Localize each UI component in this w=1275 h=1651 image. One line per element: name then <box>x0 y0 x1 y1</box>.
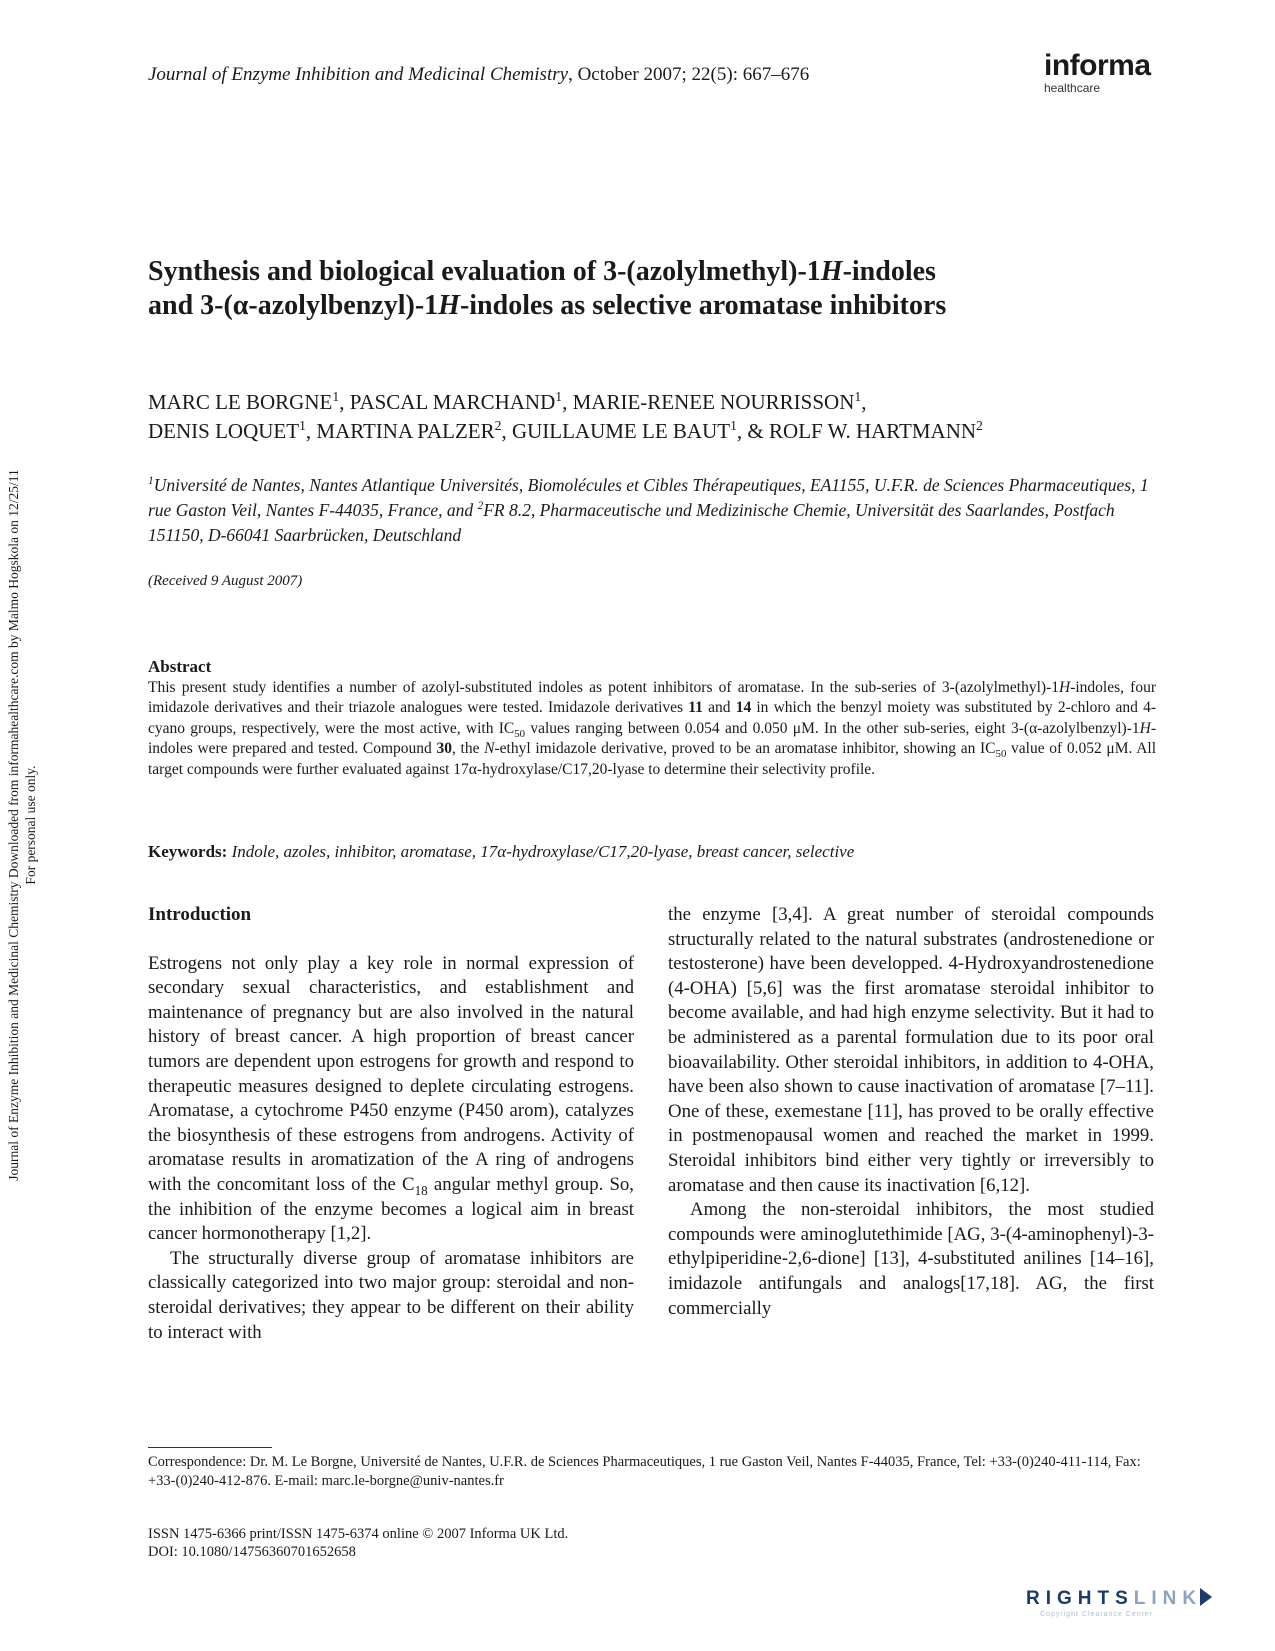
abstract-text <box>148 678 1156 781</box>
side-note-line1: Journal of Enzyme Inhibition and Medicinal Chemistry Downloaded from informahealthcare.com by Malmo Hogskola on 12/25/11 <box>6 469 21 1181</box>
keywords-label: Keywords: <box>148 842 228 861</box>
abstract <box>148 657 1156 780</box>
abstract-part: N <box>484 740 495 757</box>
arrow-icon <box>1200 1588 1212 1606</box>
journal-name: Journal of Enzyme Inhibition and Medicinal Chemistry <box>148 64 569 85</box>
title-part: H <box>438 290 460 321</box>
subscript: 50 <box>995 748 1007 761</box>
publisher-logo-sub: healthcare <box>1044 81 1101 95</box>
publisher-logo-main: informa <box>1044 49 1151 82</box>
abstract-part: in which the benzyl moiety was substituted by 2-chloro and 4-cyano groups, respectively, were the most active, with IC <box>148 699 1156 737</box>
paragraph-part: Estrogens not only play a key role in normal expression of secondary sexual characteristics, and establishment and maintenance of pregnancy but are also involved in the natural history of breast cancer. A high proportion of breast cancer tumors are dependent upon estrogens for growth and respond to therapeutic measures designed to deplete circulating estrogens. Aromatase, a cytochrome P450 enzyme (P450 arom), catalyzes the biosynthesis of these estrogens from androgens. Activity of aromatase results in aromatization of the A ring of androgens with the concomitant loss of the C <box>148 952 634 1195</box>
keywords <box>148 842 1158 862</box>
abstract-part: H <box>1139 719 1151 737</box>
title-part: -indoles <box>842 256 936 287</box>
abstract-part: -indoles were prepared and tested. Compound <box>148 719 1156 757</box>
author: MARIE-RENEE NOURRISSON <box>572 390 855 414</box>
title-part: H <box>820 256 843 287</box>
author-affiliation-mark: 2 <box>494 418 502 433</box>
title-part: -indoles as selective aromatase inhibitors <box>459 290 947 321</box>
rightslink-light: LINK <box>1133 1588 1203 1609</box>
author-separator: , <box>339 390 350 414</box>
correspondence-footnote: Correspondence: Dr. M. Le Borgne, Université de Nantes, U.F.R. de Sciences Pharmaceutiques, 1 rue Gaston Veil, Nantes F-44035, France, Tel: +33-(0)240-411-114, Fax: +33-(0)240-412-876. E-mail: marc.le-borgne@univ-nantes.fr <box>148 1454 1141 1489</box>
body-paragraph <box>148 952 634 1247</box>
paragraph-part: angular methyl group. So, the inhibition of the enzyme becomes a logical aim in breast cancer hormonotherapy [1,2]. <box>148 1173 634 1245</box>
body-paragraph: Among the non-steroidal inhibitors, the most studied compounds were aminoglutethimide [AG, 3-(4-aminophenyl)-3-ethylpiperidine-2,6-dione] [13], 4-substituted anilines [14–16], imidazole antifungals and analogs[17,18]. AG, the first commercially <box>668 1199 1154 1319</box>
author-separator: , <box>305 419 317 443</box>
author-separator: , <box>501 419 512 443</box>
body-column-left <box>148 903 634 1345</box>
abstract-part: , the <box>451 740 485 757</box>
rightslink-logo <box>1026 1588 1212 1610</box>
affiliations <box>148 473 1168 548</box>
download-side-note <box>5 385 39 1265</box>
paper-title <box>148 255 1168 323</box>
affiliation-mark: 2 <box>477 500 484 513</box>
compound-number: 14 <box>735 699 752 716</box>
title-part: and 3-(α-azolylbenzyl)-1 <box>148 290 439 321</box>
abstract-part: values ranging between 0.054 and 0.050 μM. In the other sub-series, eight 3-(α-azolylbenzyl)-1 <box>525 719 1140 737</box>
author-affiliation-mark: 1 <box>555 389 563 404</box>
author-affiliation-mark: 1 <box>299 418 306 433</box>
journal-issue: , October 2007; 22(5): 667–676 <box>568 64 810 85</box>
doi: DOI: 10.1080/14756360701652658 <box>148 1544 356 1560</box>
author-list <box>148 388 1178 446</box>
author: ROLF W. HARTMANN <box>769 419 977 443</box>
footnote-divider <box>148 1447 272 1448</box>
abstract-part: value of 0.052 μM. All target compounds were further evaluated against 17α-hydroxylase/C17,20-lyase to determine their selectivity profile. <box>148 740 1157 778</box>
affiliation-2: FR 8.2, Pharmaceutische und Medizinische Chemie, Universität des Saarlandes, Postfach 151150, D-66041 Saarbrücken, Deutschland <box>148 500 1115 545</box>
author-affiliation-mark: 1 <box>730 418 737 433</box>
body-paragraph: The structurally diverse group of aromatase inhibitors are classically categorized into two major group: steroidal and non-steroidal derivatives; they appear to be different on their ability to interact with <box>148 1247 634 1343</box>
keywords-value: Indole, azoles, inhibitor, aromatase, 17α-hydroxylase/C17,20-lyase, breast cancer, selective <box>231 842 855 861</box>
abstract-heading: Abstract <box>148 657 212 676</box>
body-column-right <box>668 903 1154 1321</box>
author-affiliation-mark: 1 <box>332 389 340 404</box>
affiliation-mark: 1 <box>148 475 154 488</box>
compound-number: 11 <box>688 699 703 716</box>
issn: ISSN 1475-6366 print/ISSN 1475-6374 online © 2007 Informa UK Ltd. <box>148 1526 569 1542</box>
affiliation-1: Université de Nantes, Nantes Atlantique Universités, Biomolécules et Cibles Thérapeutiques, EA1155, U.F.R. de Sciences Pharmaceutiques, 1 rue Gaston Veil, Nantes F-44035, France, and <box>148 475 1149 520</box>
author-separator: , & <box>736 419 770 443</box>
abstract-part: -indoles, four imidazole derivatives and their triazole analogues were tested. Imidazole derivatives <box>148 678 1156 716</box>
title-part: Synthesis and biological evaluation of 3-(azolylmethyl)-1 <box>148 256 821 287</box>
section-heading-introduction: Introduction <box>148 904 252 925</box>
abstract-part: This present study identifies a number of azolyl-substituted indoles as potent inhibitors of aromatase. In the sub-series of 3-(azolylmethyl)-1 <box>148 678 1059 696</box>
compound-number: 30 <box>436 740 452 757</box>
author: GUILLAUME LE BAUT <box>511 419 731 443</box>
author-affiliation-mark: 1 <box>854 389 862 404</box>
abstract-part: -ethyl imidazole derivative, proved to be an aromatase inhibitor, showing an IC <box>494 740 996 757</box>
abstract-part: H <box>1059 678 1071 696</box>
journal-citation <box>148 64 809 86</box>
side-note-line2: For personal use only. <box>23 765 38 885</box>
rightslink-dark: RIGHTS <box>1026 1588 1134 1609</box>
body-paragraph: the enzyme [3,4]. A great number of steroidal compounds structurally related to the natural substrates (androstenedione or testosterone) have been developped. 4-Hydroxyandrostenedione (4-OHA) [5,6] was the first aromatase steroidal inhibitor to become available, and had high enzyme selectivity. But it had to be administered as a parental formulation due to its poor oral bioavailability. Other steroidal inhibitors, in addition to 4-OHA, have been also shown to cause inactivation of aromatase [7–11]. One of these, exemestane [11], has proved to be orally effective in postmenopausal women and reached the market in 1999. Steroidal inhibitors bind either very tightly or irreversibly to aromatase and then cause its inactivation [6,12]. <box>668 904 1154 1196</box>
author: DENIS LOQUET <box>148 419 300 443</box>
subscript: 18 <box>414 1182 428 1198</box>
author-separator: , <box>562 390 573 414</box>
publisher-logo <box>1044 49 1164 95</box>
author: MARTINA PALZER <box>316 419 495 443</box>
author: MARC LE BORGNE <box>148 390 333 414</box>
author: PASCAL MARCHAND <box>349 390 556 414</box>
rightslink-subtitle: Copyright Clearance Center <box>1040 1611 1153 1618</box>
received-date: (Received 9 August 2007) <box>148 573 303 589</box>
author-affiliation-mark: 2 <box>976 418 983 433</box>
abstract-part: and <box>702 699 736 716</box>
author-separator: , <box>861 390 867 414</box>
subscript: 50 <box>514 727 526 740</box>
issn-doi <box>148 1525 848 1561</box>
